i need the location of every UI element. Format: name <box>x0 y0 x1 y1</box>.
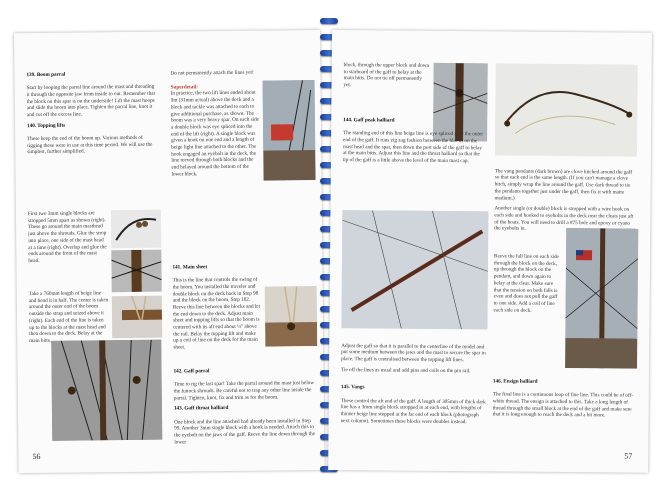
masthead-photo <box>111 250 161 293</box>
heading-145: 145. Vangs <box>340 384 365 391</box>
paragraph-top-note: Do not permanently attach the lines yet! <box>170 69 254 77</box>
ensign-mast-photo <box>565 228 638 369</box>
paragraph-145: These control the aft end of the gaff. A length of 305mm of thick dark line has a 3mm single block stropped in at each end, with lengths of thinner beige line stopped at the far end of each block (photograph next column). Sometimes these blocks were doubles instead. <box>340 397 486 425</box>
boom-end-photo <box>112 296 162 339</box>
spiral-coil <box>320 18 338 24</box>
heading-141: 141. Main sheet <box>172 263 208 271</box>
vang-line-photo <box>495 63 638 156</box>
paragraph-140a: These keep the end of the boom up. Various methods of rigging these were in use at this time period. We will use the simplest, further simplified. <box>27 134 153 156</box>
superdetail-label: Superdetail: <box>170 83 199 91</box>
ensign-section <box>493 371 635 419</box>
mainsheet-block-photo <box>265 286 318 347</box>
rigging-bottom-image <box>51 340 162 441</box>
tackle-photo <box>263 80 316 181</box>
page-number-right: 57 <box>624 451 633 461</box>
right-page <box>328 30 652 473</box>
rigging-bottom-photo <box>51 340 162 441</box>
text-column-2 <box>170 62 312 77</box>
boom-end-image <box>112 296 162 339</box>
paragraph-vang: The vang pendants (dark brown) are clove hitched around the gaff so that each end is the same length. (If you can't manage a clove hitch, simply wrap the line around the gaff. Use dark thread to tie the pendants together just under the gaff, then fix it with matte medium.) <box>494 168 633 202</box>
text-140b: First two 3mm single blocks are stropped 5mm apart as shown (right). These go around the main masthead just above the shrouds. Glue the strop into place, one side of the mast head at a time (right). Overlap and glue the ends around the front of the mast head. <box>27 210 107 264</box>
paragraph-144c: Tie off the lines as usual and add pins and coils on the pin rail. <box>341 366 471 375</box>
vang-line-image <box>495 63 638 156</box>
text-column-1 <box>26 64 157 156</box>
masthead-image <box>111 250 161 293</box>
page-number-left: 56 <box>32 451 41 462</box>
right-text-top: block, through the upper block and down to starboard of the gaff to belay at the main bitts. Do not tie off permanently yet. <box>343 62 430 89</box>
text-140c: Take a 760mm length of beige line and bend it in half. The center is taken around the outer end of the boom outside the strap and seized above it (right). Each end of the line is taken up to the blocks at the mast head and then down to the deck. Belay at the main bitts. <box>28 290 109 344</box>
paragraph-141: This is the line that controls the swing of the boom. You installed the traveler and double block on the deck back in Step 98 and the block on the boom, Step 102. Reeve this line between the blocks and let the end down to the deck. Adjust main sheet and topping lifts so that the boom is centered with its aft end about ½" above the rail. Belay the topping lift and make up a coil of line on the deck for the main sheet. <box>172 276 261 351</box>
paragraph-139: Start by looping the parral line around the mast and threading it through the opposite jaw from inside to out. Remember that the block on this spar is on the underside! Lift the mast hoops and slide the boom into place. Tighten the parral line, knot it and cut off the excess line. <box>26 83 156 118</box>
superdetail-paragraph: In practice, the two lift lines ended about 9m (31mm actual) above the deck and a block and tackle was attached to each to give additional purchase, as shown. The boom was a very heavy spar. On each side a double block was eye spliced into the end of the lift (right). A single block was given a hook on one end and a length of beige light line attached to the other. The hook engaged an eyebolt in the deck, the line reeved through both blocks and the end belayed around the bottom of the lower block. <box>170 90 259 178</box>
gaff-long-photo <box>341 210 488 329</box>
gaff-peak-section <box>343 110 483 165</box>
left-page <box>14 30 325 473</box>
paragraph-144: The standing end of this line beige line is eye spliced near the outer end of the gaff. It runs zig zag fashion between the blocks on the mast head and the spar, then down the port side of the gaff to belay at the main bitts. Adjust this line and the throat halliard so that the tip of the gaff is a little above the level of the main mast cap. <box>342 130 484 165</box>
ensign-mast-image <box>565 228 638 369</box>
heading-142: 142. Gaff parral <box>173 367 210 375</box>
right-col1-bottom <box>341 336 488 426</box>
vang-fall-text: Reeve the fall line on each side through the block on the deck, up through the block on the pendant, and down again to belay at the cleat. Make sure that the tension on both falls is even and does not pull the gaff to one side. Add a coil of line each side on deck. <box>493 253 559 314</box>
heading-146: 146. Ensign halliard <box>492 378 538 385</box>
superdetail-block <box>170 77 259 178</box>
block-strop-image <box>111 210 161 249</box>
main-sheet-section <box>172 257 261 352</box>
heading-143: 143. Gaff throat halliard <box>173 405 229 412</box>
tackle-image <box>263 80 316 181</box>
block-strop-photo <box>111 210 161 249</box>
paragraph-vang2: Another single (or double) block is stropped with a wire hook on each side and hooked to eyebolts in the deck near the cleats just aft of the boats. You will need to drill a #75 hole and epoxy or cyano the eyebolts in. <box>494 205 634 233</box>
heading-144: 144. Gaff peak halliard <box>343 116 395 124</box>
paragraph-146: The final line is a continuous loop of fine line. This could be of off-white thread. The ensign is attached to this. Take a long length of thread through the small block at the end of the gaff and make sure that it is long enough to reach the deck and a bit more. <box>492 391 634 419</box>
paragraph-142: Time to rig the last spar! Take the parral around the mast just below the futtock shrouds. Be careful not to trap any other line inside the parral. Tighten, knot, fix and trim as for the boom. <box>173 380 315 402</box>
mainsheet-block-image <box>265 286 318 347</box>
gaff-section <box>173 360 316 446</box>
gaff-long-image <box>341 210 488 329</box>
heading-140: 140. Topping lifts <box>26 122 66 129</box>
paragraph-143: One block and the line attached had already been installed in Step 99. Another 3mm single block with a hook is needed. Attach this to the eyebolt on the jaws of the gaff. Reeve the line down through the lower <box>174 417 316 446</box>
heading-139: 139. Boom parral <box>26 71 66 78</box>
paragraph-144b: Adjust the gaff so that it is parallel to the centerline of the model and put some medium between the jaws and the mast to secure the spar in place. The gaff is centralised between the topping lift lines. <box>341 342 486 364</box>
